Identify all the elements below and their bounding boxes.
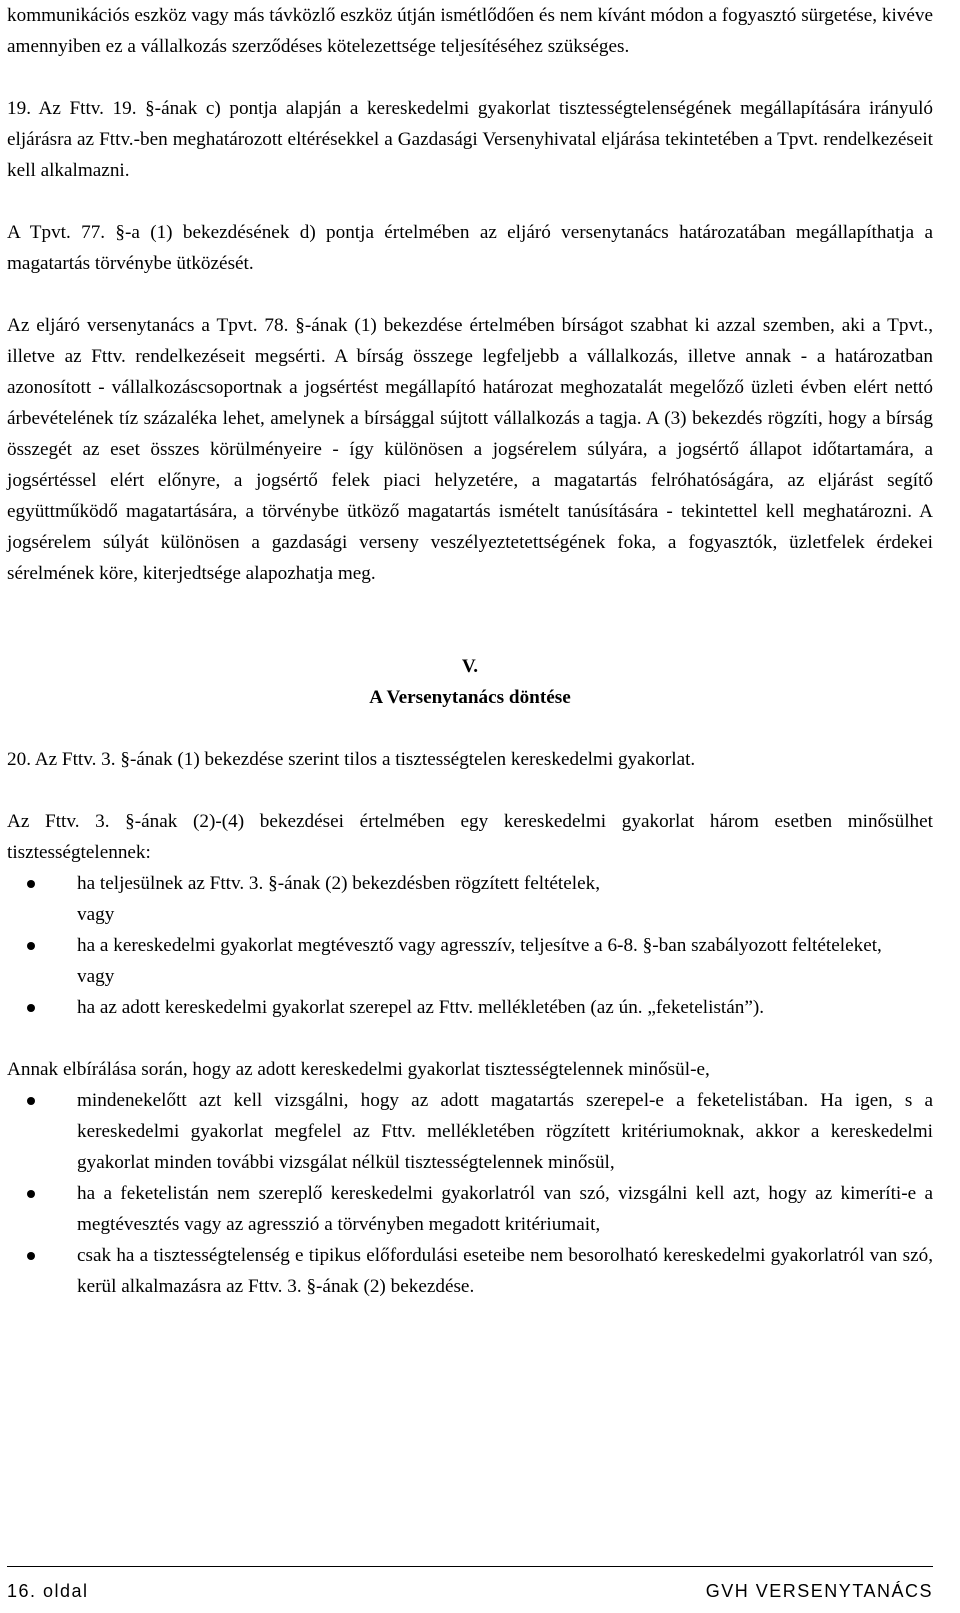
list-item: csak ha a tisztességtelenség e tipikus előfordulási eseteibe nem besorolható kereskedelmi gyakorlatról van szó, kerül alkalmazásra az Fttv. 3. §-ának (2) bekezdése. xyxy=(7,1240,933,1302)
page-number: 16. oldal xyxy=(7,1581,89,1601)
section-number: V. xyxy=(461,656,479,677)
paragraph-20: 20. Az Fttv. 3. §-ának (1) bekezdése szerint tilos a tisztességtelen kereskedelmi gyakorlat. xyxy=(7,749,696,770)
bullet-icon xyxy=(27,880,35,888)
bullet-icon xyxy=(27,1004,35,1012)
paragraph-fttv-3-intro: Az Fttv. 3. §-ának (2)-(4) bekezdései értelmében egy kereskedelmi gyakorlat három esetben minősülhet tisztességtelennek: xyxy=(7,811,933,863)
section-title: A Versenytanács döntése xyxy=(369,687,571,708)
continuation-paragraph: kommunikációs eszköz vagy más távközlő eszköz útján ismétlődően és nem kívánt módon a fogyasztó sürgetése, kivéve amennyiben ez a vállalkozás szerződéses kötelezettsége teljesítéséhez szükséges. xyxy=(7,5,933,57)
list-item: ha a feketelistán nem szereplő kereskedelmi gyakorlatról van szó, vizsgálni kell azt, hogy az kimeríti-e a megtévesztés vagy az agresszió a törvényben megadott kritériumait, xyxy=(7,1178,933,1240)
paragraph-tpvt-78: Az eljáró versenytanács a Tpvt. 78. §-ának (1) bekezdése értelmében bírságot szabhat ki azzal szemben, aki a Tpvt., illetve az Fttv. rendelkezéseit megsérti. A bírság összege legfeljebb a vállalkozás, illetve annak - a határozatban azonosított - vállalkozáscsoportnak a jogsértést megállapító határozat meghozatalát megelőző üzleti évben elért nettó árbevételének tíz százaléka lehet, amelynek a bírsággal sújtott vállalkozás a tagja. A (3) bekezdés rögzíti, hogy a bírság összegét az eset összes körülményeire - így különösen a jogsérelem súlyára, a jogsértő állapot időtartamára, a jogsértéssel elért előnyre, a jogsértő felek piaci helyzetére, a magatartás felróhatóságára, az eljárást segítő együttműködő magatartására, a törvénybe ütköző magatartás ismételt tanúsítására - tekintettel kell meghatározni. A jogsérelem súlyát különösen a gazdasági verseny veszélyeztetettségének foka, a fogyasztók, üzletfelek érdekei sérelmének köre, kiterjedtsége alapozhatja meg. xyxy=(7,315,933,584)
bullet-icon xyxy=(27,1252,35,1260)
bullet-icon xyxy=(27,1097,35,1105)
assessment-steps-list xyxy=(7,1085,933,1302)
bullet-icon xyxy=(27,1190,35,1198)
document-page xyxy=(7,0,933,1302)
footer-divider xyxy=(7,1566,933,1567)
list-item: ha az adott kereskedelmi gyakorlat szerepel az Fttv. mellékletében (az ún. „feketelistán”). xyxy=(7,992,933,1023)
list-item: ha a kereskedelmi gyakorlat megtévesztő vagy agresszív, teljesítve a 6-8. §-ban szabályozott feltételeket, vagy xyxy=(7,930,933,992)
unfair-cases-list xyxy=(7,868,933,1023)
paragraph-annak: Annak elbírálása során, hogy az adott kereskedelmi gyakorlat tisztességtelennek minősül-e, xyxy=(7,1059,710,1080)
page-footer xyxy=(7,1581,933,1607)
paragraph-19: 19. Az Fttv. 19. §-ának c) pontja alapján a kereskedelmi gyakorlat tisztességtelenségének megállapítására irányuló eljárásra az Fttv.-ben meghatározott eltérésekkel a Gazdasági Versenyhivatal eljárása tekintetében a Tpvt. rendelkezéseit kell alkalmazni. xyxy=(7,98,933,181)
footer-organization: GVH VERSENYTANÁCS xyxy=(705,1581,933,1601)
list-item: mindenekelőtt azt kell vizsgálni, hogy az adott magatartás szerepel-e a feketelistában. Ha igen, s a kereskedelmi gyakorlat megfelel az Fttv. mellékletében rögzített kritériumoknak, akkor a kereskedelmi gyakorlat minden további vizsgálat nélkül tisztességtelennek minősül, xyxy=(7,1085,933,1178)
bullet-icon xyxy=(27,942,35,950)
list-item: ha teljesülnek az Fttv. 3. §-ának (2) bekezdésben rögzített feltételek, vagy xyxy=(7,868,933,930)
paragraph-tpvt-77: A Tpvt. 77. §-a (1) bekezdésének d) pontja értelmében az eljáró versenytanács határozatában megállapíthatja a magatartás törvénybe ütközését. xyxy=(7,222,933,274)
